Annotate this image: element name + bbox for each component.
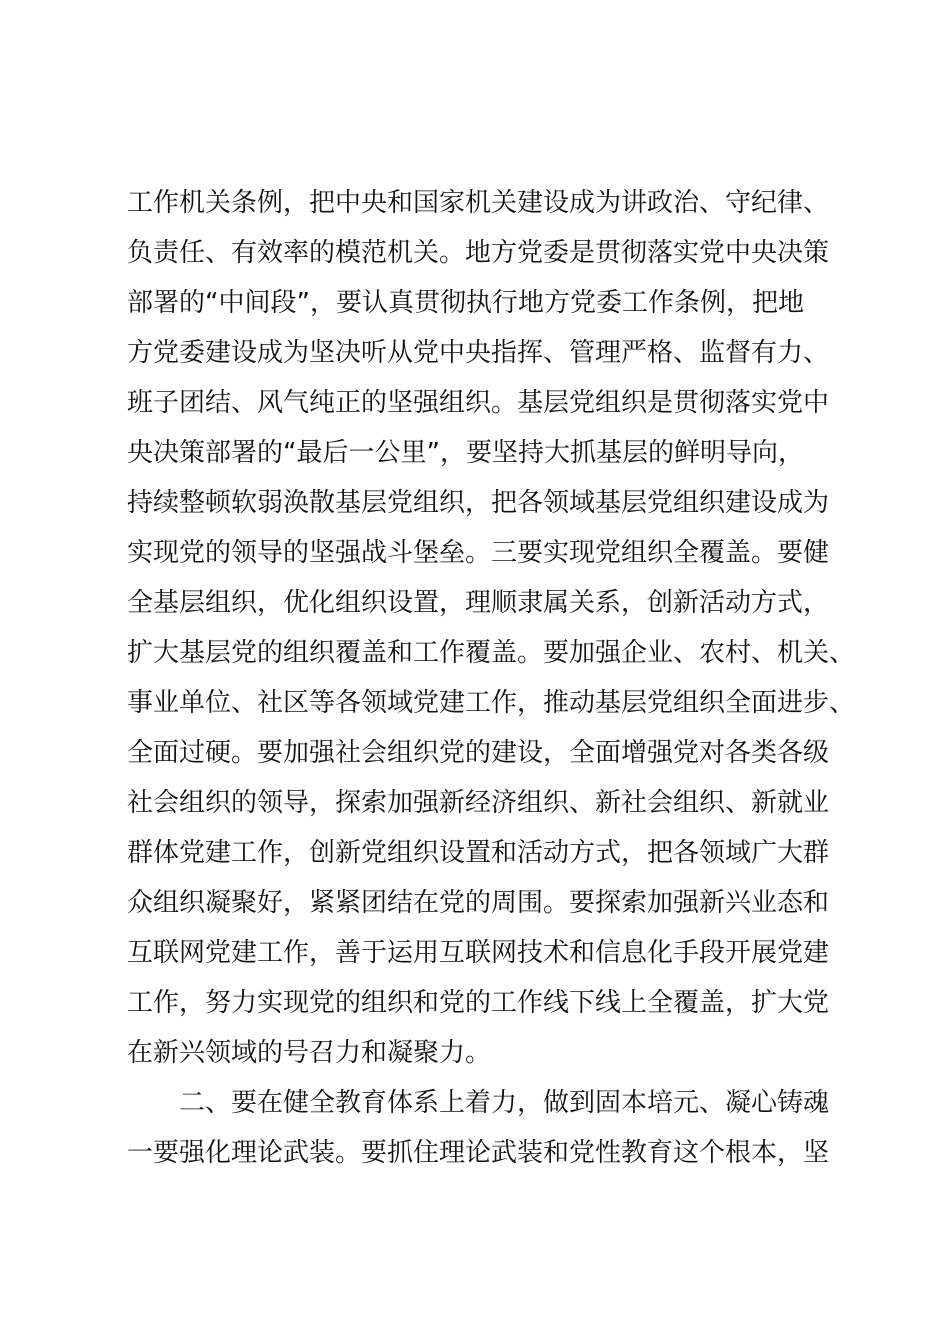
text-line: 持续整顿软弱涣散基层党组织，把各领域基层党组织建设成为 xyxy=(127,488,830,518)
text-line: 班子团结、风气纯正的坚强组织。基层党组织是贯彻落实党中 xyxy=(127,388,830,418)
text-line: 工作机关条例，把中央和国家机关建设成为讲政治、守纪律、 xyxy=(127,188,830,218)
text-line: 全面过硬。要加强社会组织党的建设，全面增强党对各类各级 xyxy=(127,738,830,768)
text-line: 社会组织的领导，探索加强新经济组织、新社会组织、新就业 xyxy=(127,788,830,818)
text-line: 众组织凝聚好，紧紧团结在党的周围。要探索加强新兴业态和 xyxy=(127,888,830,918)
text-line: 方党委建设成为坚决听从党中央指挥、管理严格、监督有力、 xyxy=(127,338,830,368)
text-line: 扩大基层党的组织覆盖和工作覆盖。要加强企业、农村、机关、 xyxy=(127,638,856,668)
text-line: 全基层组织，优化组织设置，理顺隶属关系，创新活动方式， xyxy=(127,588,830,618)
text-line: 负责任、有效率的模范机关。地方党委是贯彻落实党中央决策 xyxy=(127,238,830,268)
text-line: 一要强化理论武装。要抓住理论武装和党性教育这个根本，坚 xyxy=(127,1138,830,1168)
body-text xyxy=(127,178,856,1178)
text-line: 群体党建工作，创新党组织设置和活动方式，把各领域广大群 xyxy=(127,838,830,868)
text-line: 央决策部署的“最后一公里”，要坚持大抓基层的鲜明导向， xyxy=(127,438,804,468)
text-line: 互联网党建工作，善于运用互联网技术和信息化手段开展党建 xyxy=(127,938,830,968)
text-line: 实现党的领导的坚强战斗堡垒。三要实现党组织全覆盖。要健 xyxy=(127,538,830,568)
text-line: 事业单位、社区等各领域党建工作，推动基层党组织全面进步、 xyxy=(127,688,856,718)
section-heading: 二、要在健全教育体系上着力，做到固本培元、凝心铸魂 xyxy=(179,1088,830,1118)
text-line: 工作，努力实现党的组织和党的工作线下线上全覆盖，扩大党 xyxy=(127,988,830,1018)
text-line: 在新兴领域的号召力和凝聚力。 xyxy=(127,1038,492,1068)
text-line: 部署的“中间段”，要认真贯彻执行地方党委工作条例，把地 xyxy=(127,288,804,318)
